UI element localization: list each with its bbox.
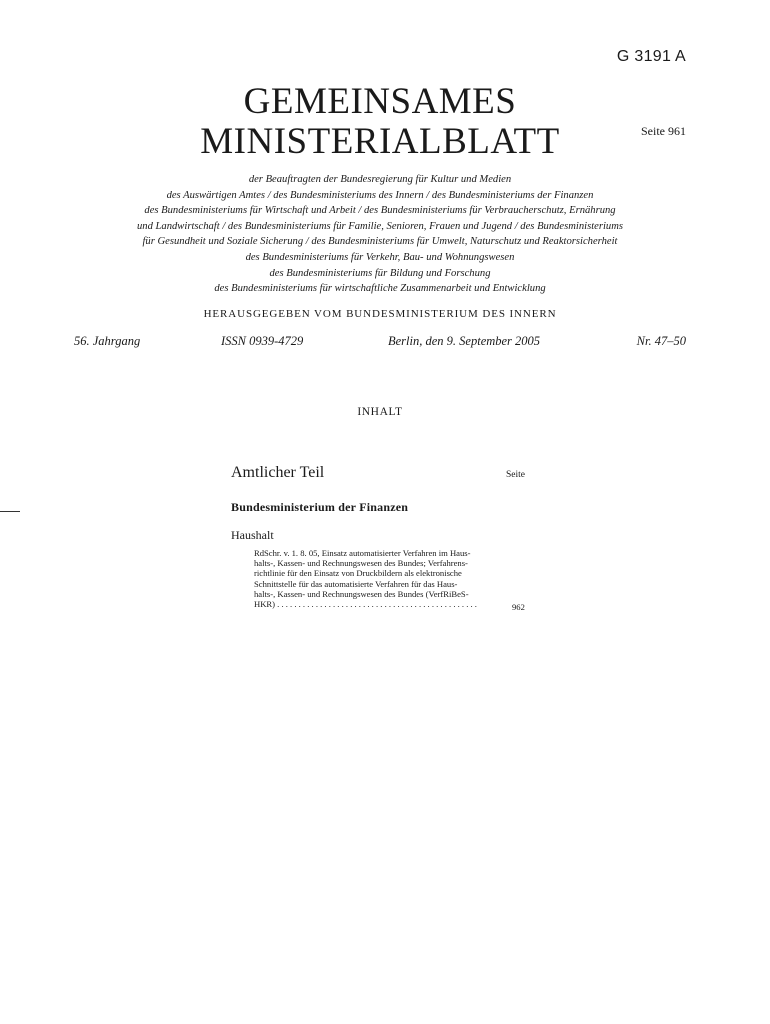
issue-date: Berlin, den 9. September 2005 — [388, 334, 541, 348]
issn: ISSN 0939-4729 — [221, 334, 304, 348]
toc-section: Haushalt — [231, 528, 274, 542]
title-line-2: MINISTERIALBLATT — [200, 121, 560, 162]
authority-line: der Beauftragten der Bundesregierung für Kultur und Medien — [248, 174, 512, 185]
issue-number: Nr. 47–50 — [636, 334, 686, 348]
toc-entry-line: halts-, Kassen- und Rechnungswesen des Bundes; Verfahrens- — [254, 558, 468, 569]
toc-ministry: Bundesministerium der Finanzen — [231, 500, 409, 514]
authority-line: des Bundesministeriums für wirtschaftliche Zusammenarbeit und Entwicklung — [214, 283, 546, 295]
authorities-list — [0, 172, 760, 297]
contents-heading: INHALT — [357, 406, 403, 418]
authority-line: des Auswärtigen Amtes / des Bundesministeriums des Innern / des Bundesministeriums der Finanzen — [166, 189, 594, 201]
title-line-1: GEMEINSAMES — [243, 81, 517, 122]
authority-line: für Gesundheit und Soziale Sicherung / des Bundesministeriums für Umwelt, Naturschutz und Reaktorsicherheit — [142, 236, 618, 248]
toc-entry — [254, 548, 507, 609]
page-number: Seite 961 — [641, 124, 686, 138]
authority-line: des Bundesministeriums für Wirtschaft und Arbeit / des Bundesministeriums für Verbraucherschutz, Ernährung — [144, 205, 616, 217]
volume-year: 56. Jahrgang — [74, 334, 141, 348]
margin-mark — [0, 511, 20, 512]
toc-entry-line: richtlinie für den Einsatz von Druckbildern als elektronische — [254, 568, 462, 579]
authority-line: des Bundesministeriums für Bildung und Forschung — [269, 267, 491, 279]
document-code: G 3191 A — [616, 48, 686, 65]
toc-entry-line: RdSchr. v. 1. 8. 05, Einsatz automatisierter Verfahren im Haus- — [254, 548, 471, 558]
toc-page-column-label: Seite — [506, 470, 525, 480]
toc-part-heading: Amtlicher Teil — [231, 464, 325, 481]
publisher-line: HERAUSGEGEBEN VOM BUNDESMINISTERIUM DES INNERN — [203, 308, 557, 320]
toc-entry-line: halts-, Kassen- und Rechnungswesen des Bundes (VerfRiBeS- — [254, 588, 469, 599]
authority-line: und Landwirtschaft / des Bundesministeriums für Familie, Senioren, Frauen und Jugend / des Bundesministeriums — [136, 220, 623, 232]
masthead-title — [0, 82, 760, 162]
toc-entry-page: 962 — [512, 602, 525, 612]
toc-entry-line: Schnittstelle für das automatisierte Verfahren für das Haus- — [254, 578, 458, 589]
authority-line: des Bundesministeriums für Verkehr, Bau- und Wohnungswesen — [245, 251, 515, 263]
toc-entry-line: HKR) . . . . . . . . . . . . . . . . . . . . . . . . . . . . . . . . . . . . . . . . . . . . . . . — [254, 599, 477, 610]
